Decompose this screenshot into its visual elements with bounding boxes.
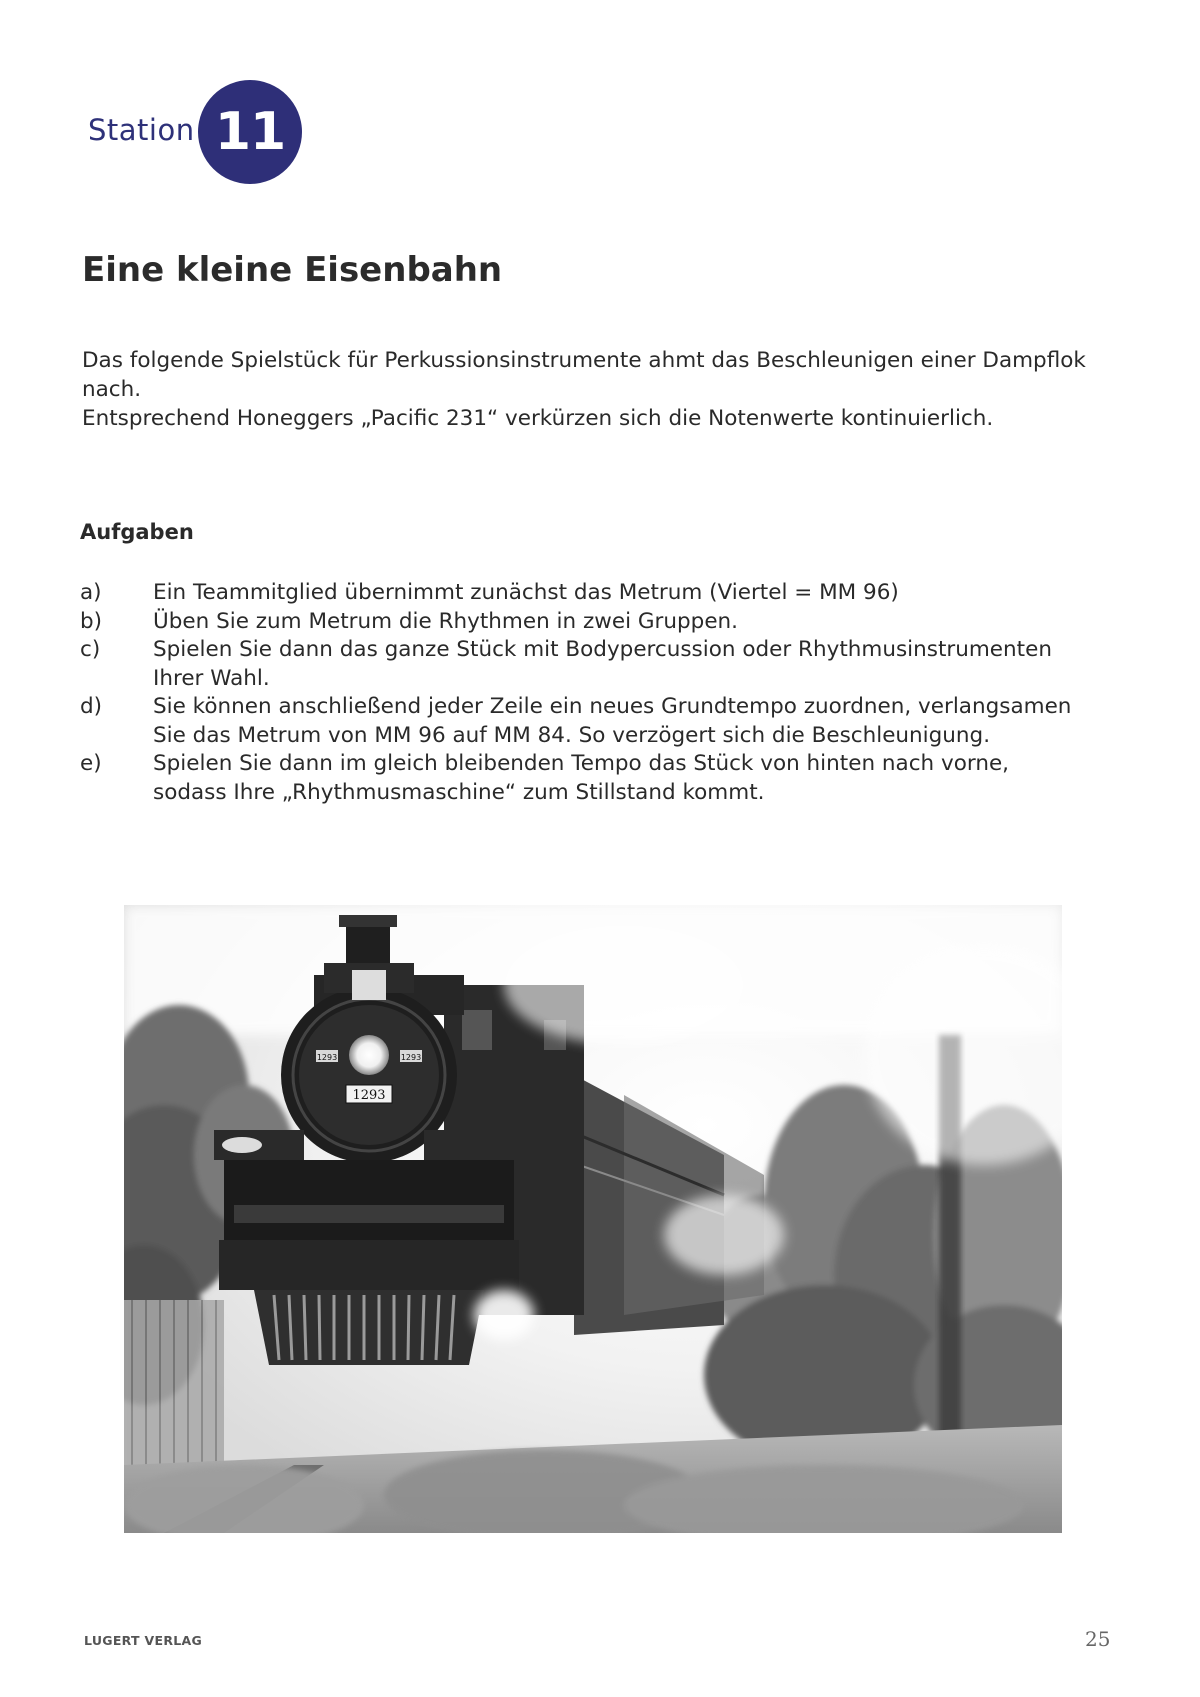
station-number-badge: 11 <box>198 80 302 184</box>
tasks-heading: Aufgaben <box>80 520 194 544</box>
intro-line-2: Entsprechend Honeggers „Pacific 231“ verkürzen sich die Notenwerte kontinuierlich. <box>82 406 994 431</box>
task-item-b <box>80 608 1080 637</box>
task-letter: e) <box>80 751 102 776</box>
task-text: Ein Teammitglied übernimmt zunächst das Metrum (Viertel = MM 96) <box>153 580 899 605</box>
task-text: Sie können anschließend jeder Zeile ein neues Grundtempo zuordnen, verlangsamen Sie das Metrum von MM 96 auf MM 84. So verzögert sich die Beschleunigung. <box>153 694 1072 748</box>
steam-locomotive-photo <box>124 905 1062 1533</box>
task-item-a <box>80 579 1080 608</box>
task-letter: b) <box>80 608 103 634</box>
task-letter: c) <box>80 637 101 662</box>
task-item-d <box>80 693 1080 750</box>
task-item-e <box>80 750 1080 807</box>
task-text: Üben Sie zum Metrum die Rhythmen in zwei Gruppen. <box>153 608 739 634</box>
task-letter: a) <box>80 580 102 605</box>
task-text: Spielen Sie dann das ganze Stück mit Bodypercussion oder Rhythmusinstrumenten Ihrer Wahl. <box>153 637 1052 691</box>
footer-publisher: LUGERT VERLAG <box>84 1633 203 1648</box>
task-letter: d) <box>80 694 103 719</box>
task-list <box>80 579 1080 807</box>
page-number: 25 <box>1085 1627 1111 1651</box>
number-plate-right: 1293 <box>400 1053 422 1062</box>
headlamp <box>349 1035 389 1075</box>
intro-paragraph <box>82 346 1142 433</box>
number-plate-text: 1293 <box>352 1088 386 1103</box>
page-title: Eine kleine Eisenbahn <box>82 250 503 290</box>
task-text: Spielen Sie dann im gleich bleibenden Tempo das Stück von hinten nach vorne, sodass Ihre „Rhythmusmaschine“ zum Stillstand kommt. <box>153 751 1010 805</box>
number-plate-left: 1293 <box>316 1053 338 1062</box>
station-label: Station <box>88 113 195 147</box>
intro-line-1: Das folgende Spielstück für Perkussionsinstrumente ahmt das Beschleunigen einer Dampflok nach. <box>82 348 1086 402</box>
task-item-c <box>80 636 1080 693</box>
